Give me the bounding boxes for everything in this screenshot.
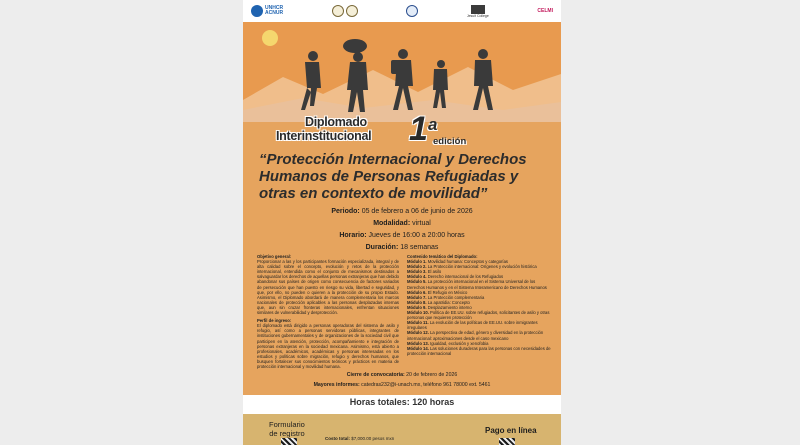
duracion-value: 18 semanas [400,244,439,251]
module-text: La protección internacional en el Sistema Universal de los Derechos Humanos y en el Sistema Interamericano de Derechos Humanos [407,279,547,290]
cost-info [325,436,394,441]
jesuit-college-text: Jesuit College [466,13,489,18]
university-seal-icon [332,5,344,17]
module-item [407,330,553,340]
module-text: El asilo [427,269,442,275]
form-label-line2: de registro [269,429,305,438]
institute-seal-icon [406,5,418,17]
module-label: Módulo 14. [407,345,429,351]
closing-info [243,370,561,390]
cost-value: $7,000.00 pesos mxn [351,436,395,441]
edition-word: edición [433,136,467,147]
module-label: Módulo 3. [407,269,427,275]
content-column [407,254,553,356]
migrants-silhouette-illustration [243,22,561,122]
module-text: El Refugio en México [427,289,468,295]
diplomado-word: Diplomado [305,115,367,129]
modalidad-value: virtual [412,220,431,227]
duracion-label: Duración: [365,244,399,251]
module-label: Módulo 7. [407,294,427,300]
profile-heading: Perfil de ingreso: [257,318,292,324]
building-icon [471,5,485,14]
module-item [407,346,553,356]
module-text: La apatridia: Concepto [427,299,470,305]
module-label: Módulo 2. [407,264,427,270]
module-text: Movilidad humana: Conceptos y categorías [427,259,509,265]
informes-value: catedras232@i-unach.mx, teléfono 961 78000 ext. 5461 [361,382,491,388]
registration-form-label [269,420,305,438]
registration-qr-code-icon[interactable] [281,438,297,445]
modalidad-label: Modalidad: [373,220,411,227]
horario-value: Jueves de 16:00 a 20:00 horas [368,232,465,239]
module-label: Módulo 8. [407,299,427,305]
module-label: Módulo 13. [407,340,429,346]
edition-number: 1 [409,110,428,148]
logo-bar [243,0,561,22]
objective-text: Proporcionar a las y los participantes formación especializada, integral y de alta calidad sobre el concepto, evolución y retos de la protección internacional, entendida como el conjunto de mecanismos destinados a salvaguardar los derechos de aquellas personas extranjeras que han debido abandonar sus países de origen como consecuencia de factores variados de persecución que han puesto en riesgo su vida, libertad e seguridad, y que, por ello, no pueden o quieren a la protección de su propio Estado. Asimismo, el Diplomado abordará de manera complementaria los marcos nacionales de protección aplicables a las personas desplazadas internas que, aun sin cruzar fronteras internacionales, enfrentan situaciones similares de vulnerabilidad y desprotección. [257,259,400,316]
form-label-line1: Formulario [269,420,305,429]
module-label: Módulo 11. [407,320,429,326]
informes-label: Mayores informes: [313,382,360,388]
module-label: Módulo 5. [407,279,427,285]
program-title: “Protección Internacional y Derechos Humanos de Personas Refugiadas y otras en contexto de movilidad” [259,151,527,202]
cost-label: Costo total: [325,436,350,441]
content-heading: Contenido temático del Diplomado: [407,254,478,259]
edition-suffix: a [428,115,438,134]
unhcr-logo [251,5,283,17]
unhcr-icon [251,5,263,17]
module-label: Módulo 9. [407,304,427,310]
sun-icon [262,30,278,46]
module-text: La evolución de las políticas de EE.UU. sobre inmigrantes irregulares [407,320,538,331]
cierre-value: 20 de febrero de 2026 [406,372,458,378]
module-item [407,279,553,289]
horario-label: Horario: [339,232,367,239]
profile-text: El diplomado está dirigido a personas operadoras del sistema de asilo y refugio, así como a personas servidoras públicas, integrantes de instituciones gubernamentales y de organizaciones de la sociedad civil que participen en la atención, protección, acompañamiento e integración de personas extranjeras en la sociedad mexicana. Asimismo, está abierto a profesionales, académicos, académicas y personas interesadas en los estudios y políticas sobre migración, refugio y derechos humanos, que busquen fortalecer sus conocimientos teóricos y prácticos en materia de protección internacional y movilidad humana. [257,323,399,369]
module-label: Módulo 1. [407,259,427,265]
interinstitucional-word: Interinstitucional [276,129,372,143]
pay-online-label: Pago en línea [485,426,537,435]
total-hours-bar: Horas totales: 120 horas [243,395,561,409]
module-text: Las soluciones duraderas para las personas con necesidades de protección internacional [407,345,551,356]
module-text: Derecho internacional de los Refugiados [427,274,504,280]
registration-section [243,409,561,445]
module-text: La perspectiva de edad, género y diversidad en la protección internacional: aproximaciones desde el caso mexicano [407,330,544,341]
diplomado-heading [243,112,561,152]
module-text: Igualdad, exclusión y xenofobia [430,340,489,346]
periodo-label: Periodo: [331,208,360,215]
unhcr-logo-text: UNHCR [265,5,284,11]
objective-and-profile-column [257,254,399,372]
module-text: Desplazamiento interno [427,304,472,310]
acnur-logo-text: ACNUR [265,10,284,16]
module-item [407,310,553,320]
periodo-value: 05 de febrero a 06 de junio de 2026 [361,208,473,215]
cierre-label: Cierre de convocatoria: [346,372,405,378]
objective-heading: Objetivo general: [257,254,292,259]
celmi-logo [537,8,553,14]
module-label: Módulo 12. [407,330,429,336]
program-details [243,206,561,254]
module-text: La Protección complementaria [427,294,485,300]
module-label: Módulo 10. [407,310,429,316]
module-label: Módulo 4. [407,274,427,280]
payment-qr-code-icon[interactable] [499,438,515,445]
jesuit-college-logo [467,5,489,18]
module-label: Módulo 6. [407,289,427,295]
diplomado-poster [243,0,561,445]
faculty-seal-icon [346,5,358,17]
module-item [407,320,553,330]
university-seals [332,5,358,17]
module-text: La Protección internacional: Orígenes y evolución histórica [427,264,537,270]
celmi-text: CELMI [537,8,553,14]
module-list [407,259,553,356]
module-text: Política de EE.UU. sobre refugiados, solicitantes de asilo y otras personas que requieren protección [407,310,550,321]
